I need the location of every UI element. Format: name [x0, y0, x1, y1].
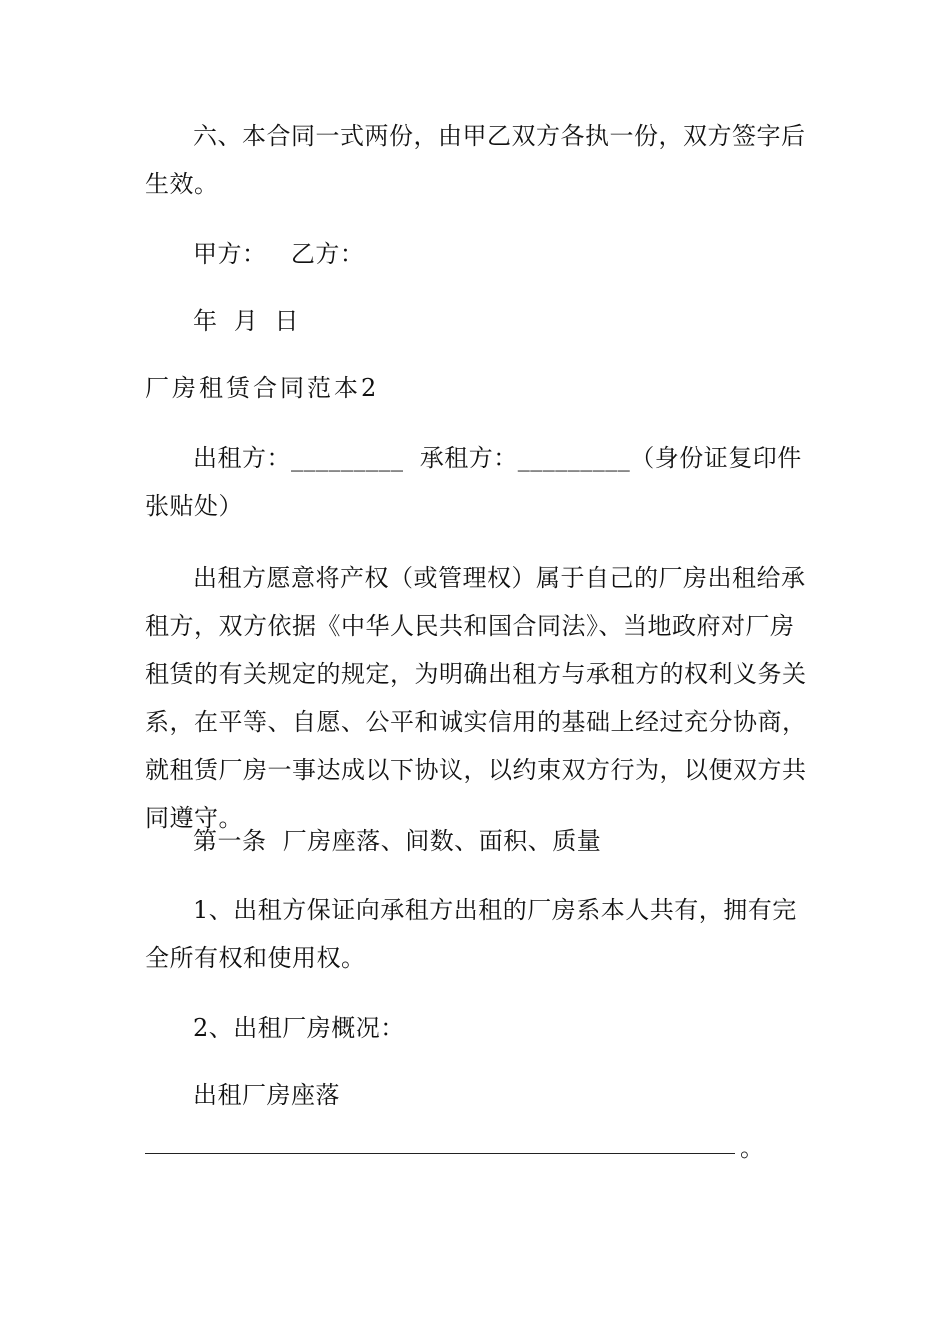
- article-one-item-2: 2、出租厂房概况：: [193, 1014, 405, 1042]
- fill-in-blank-line: [145, 1153, 735, 1154]
- article-one-item-1: 1、出租方保证向承租方出租的厂房系本人共有，拥有完全所有权和使用权。: [145, 896, 797, 972]
- parties-fill-in-paragraph: 出租方：_________ 承租方：_________（身份证复印件张贴处）: [145, 444, 802, 520]
- period-mark: 。: [740, 1134, 764, 1162]
- section-heading: 厂房租赁合同范本2: [145, 374, 380, 402]
- date-line: 年 月 日: [193, 307, 300, 335]
- article-one-title: 第一条 厂房座落、间数、面积、质量: [193, 827, 602, 855]
- signature-parties-line: 甲方： 乙方：: [193, 240, 365, 268]
- factory-location-label: 出租厂房座落: [193, 1081, 340, 1109]
- clause-six-paragraph: 六、本合同一式两份，由甲乙双方各执一份，双方签字后生效。: [145, 122, 806, 198]
- preamble-paragraph: 出租方愿意将产权（或管理权）属于自己的厂房出租给承租方，双方依据《中华人民共和国合同法》、当地政府对厂房租赁的有关规定的规定，为明确出租方与承租方的权利义务关系，在平等、自愿、公平和诚实信用的基础上经过充分协商，就租赁厂房一事达成以下协议，以约束双方行为，以便双方共同遵守。: [145, 564, 807, 832]
